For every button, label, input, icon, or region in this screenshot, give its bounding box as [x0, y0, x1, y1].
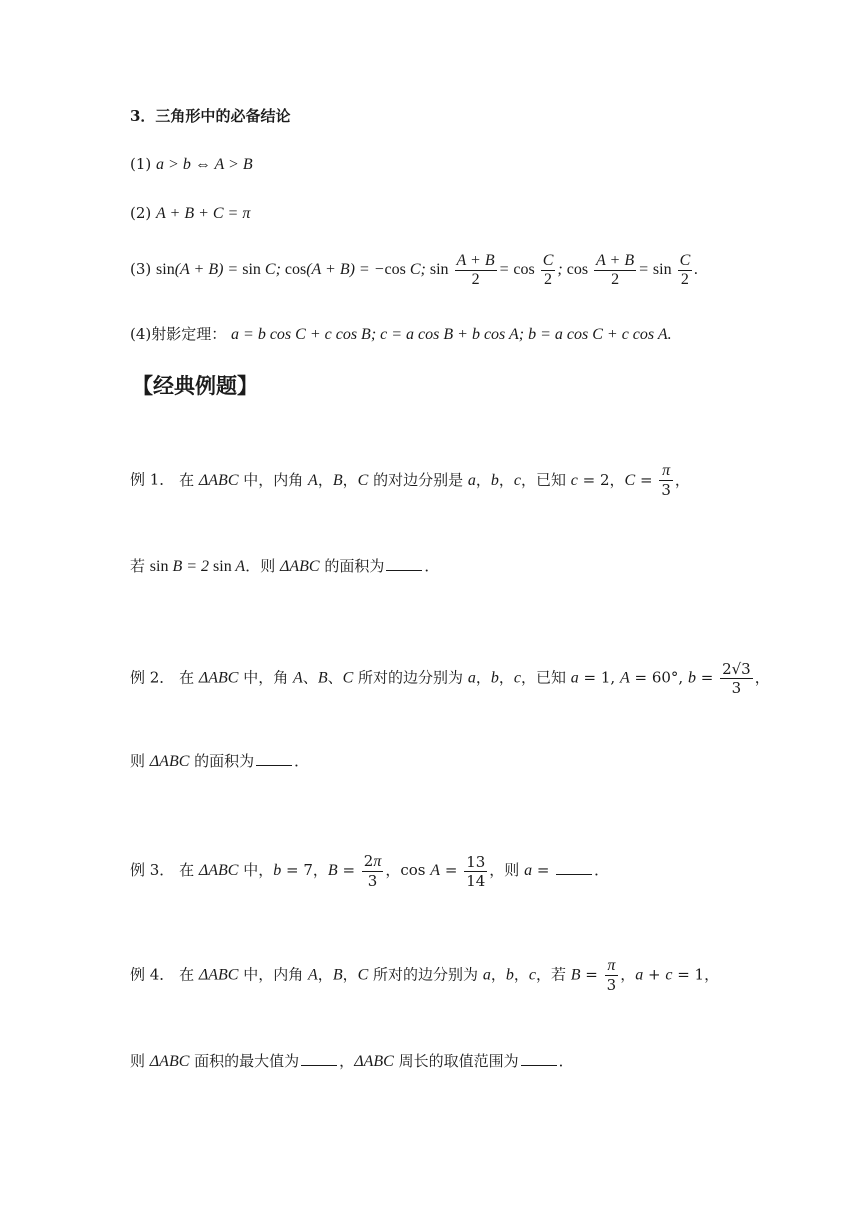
- conclusion-4-label: (4)射影定理：: [130, 325, 227, 343]
- conclusion-3-formula: sin(A + B) = sin C; cos(A + B) = −cos C; sin $\frac{A + B}{2}$ = cos $\frac{C}{2}$ ; cos $\frac{A + B}{2}$ = sin $\frac{C}{2}$ .: [156, 252, 699, 288]
- conclusion-4-formula: a = b cos C + c cos B; c = a cos B + b cos A; b = a cos C + c cos A.: [231, 326, 672, 343]
- example-2-line-1: 例 2． 在 ΔABC 中，角 A、B、C 所对的边分别为 a，b，c，已知 a = 1, A = 60°, b = $\frac{2√3}{3}$ ，: [130, 660, 770, 697]
- section-heading: 3．三角形中的必备结论: [130, 107, 291, 125]
- answer-blank[interactable]: [386, 558, 422, 571]
- answer-blank[interactable]: [256, 753, 292, 766]
- conclusion-3-label: (3): [130, 260, 152, 279]
- conclusion-2: [130, 203, 250, 224]
- example-2-line-2: 则 ΔABC 的面积为 ．: [130, 752, 310, 770]
- example-2-label: 例 2．: [130, 668, 175, 687]
- example-4-line-2: 则 ΔABC 面积的最大值为 ，ΔABC 周长的取值范围为 ．: [130, 1052, 574, 1070]
- example-1-text: 在 ΔABC 中，内角 A，B，C 的对边分别是 a，b，c，已知 c = 2，C = $\frac{\pi}{3}$ ，: [179, 462, 690, 499]
- answer-blank[interactable]: [301, 1053, 337, 1066]
- example-1-line-2: 若 sin B = 2 sin A．则 ΔABC 的面积为 ．: [130, 557, 440, 575]
- example-3-line-1: 例 3． 在 ΔABC 中，b = 7，B = $\frac{2\pi}{3}$ ，cos A = $\frac{13}{14}$ ，则 a = ．: [130, 852, 610, 890]
- example-1-line-1: [130, 462, 690, 499]
- example-3-label: 例 3．: [130, 861, 175, 879]
- examples-section-title: 【经典例题】: [132, 374, 258, 398]
- conclusion-1: [130, 154, 253, 175]
- conclusion-4: [130, 324, 672, 345]
- example-4-label: 例 4．: [130, 965, 175, 984]
- example-1-label: 例 1．: [130, 470, 175, 489]
- conclusion-3: [130, 252, 698, 289]
- conclusion-2-label: (2): [130, 204, 152, 222]
- example-4-line-1: 例 4． 在 ΔABC 中，内角 A，B，C 所对的边分别为 a，b，c，若 B = $\frac{\pi}{3}$ ，a + c = 1，: [130, 957, 720, 994]
- answer-blank[interactable]: [521, 1053, 557, 1066]
- answer-blank[interactable]: [556, 862, 592, 875]
- conclusion-1-label: (1): [130, 155, 152, 173]
- conclusion-2-formula: A + B + C = π: [156, 205, 251, 222]
- conclusion-1-formula: a > b ⇔ A > B: [156, 156, 253, 173]
